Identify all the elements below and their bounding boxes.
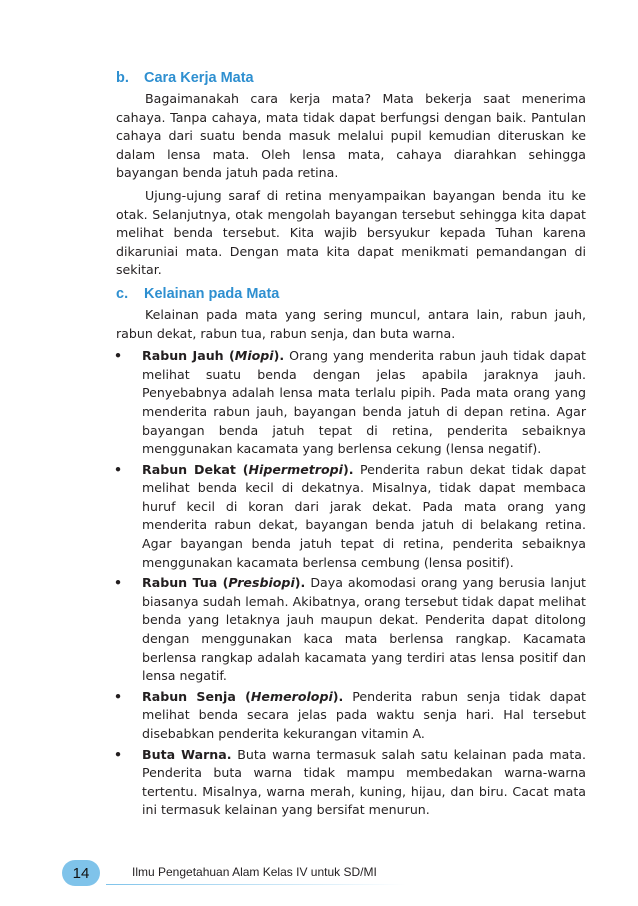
section-b-heading bbox=[116, 70, 586, 86]
page-content bbox=[116, 70, 586, 822]
footer-divider bbox=[106, 884, 406, 885]
section-b-paragraph-1: Bagaimanakah cara kerja mata? Mata bekerja saat menerima cahaya. Tanpa cahaya, mata tidak dapat berfungsi dengan baik. Pantulan cahaya dari suatu benda masuk melalui pupil kemudian diteruskan ke dalam lensa mata. Oleh lensa mata, cahaya diarahkan sehingga bayangan benda jatuh pada retina. bbox=[116, 91, 586, 181]
item-text: Daya akomodasi orang yang berusia lanjut biasanya sudah lemah. Akibatnya, orang tersebut tidak dapat melihat benda yang letaknya jauh maupun dekat. Penderita dapat ditolong dengan menggunakan kaca mata berlensa rangkap. Kacamata berlensa rangkap adalah kacamata yang terdiri atas lensa positif dan lensa negatif. bbox=[142, 575, 586, 684]
page-number-badge: 14 bbox=[62, 860, 100, 886]
section-c-heading bbox=[116, 286, 586, 302]
item-text: Orang yang menderita rabun jauh tidak dapat melihat suatu benda dengan jelas apabila jaraknya jauh. Penyebabnya adalah lensa mata terlalu pipih. Pada mata orang yang menderita rabun jauh, bayangan benda jatuh di depan retina. Agar bayangan benda jatuh tepat di retina, penderita sebaiknya menggunakan kacamata yang berlensa cekung (lensa negatif). bbox=[142, 348, 586, 457]
eye-disorder-list bbox=[114, 347, 586, 820]
section-c-intro: Kelainan pada mata yang sering muncul, antara lain, rabun jauh, rabun dekat, rabun tua, rabun senja, dan buta warna. bbox=[116, 306, 586, 341]
list-item bbox=[114, 746, 586, 820]
book-title: Ilmu Pengetahuan Alam Kelas IV untuk SD/MI bbox=[132, 865, 377, 879]
item-text: Penderita rabun senja tidak dapat melihat benda secara jelas pada waktu senja hari. Hal tersebut disebabkan penderita kekurangan vitamin A. bbox=[142, 688, 586, 741]
section-b-letter: b. bbox=[116, 70, 129, 86]
bullet-icon: • bbox=[114, 348, 123, 364]
term-label: Buta Warna. bbox=[142, 746, 232, 762]
bullet-icon: • bbox=[114, 461, 123, 477]
section-c-title: Kelainan pada Mata bbox=[144, 285, 280, 302]
bullet-icon: • bbox=[114, 575, 123, 591]
bullet-icon: • bbox=[114, 746, 123, 762]
section-b-paragraph-2: Ujung-ujung saraf di retina menyampaikan bayangan benda itu ke otak. Selanjutnya, otak mengolah bayangan tersebut sehingga kita dapat melihat benda tersebut. Kita wajib bersyukur kepada Tuhan karena dikaruniai mata. Dengan mata kita dapat menikmati pemandangan di sekitar. bbox=[116, 187, 586, 278]
term-label: Rabun Jauh (Miopi). bbox=[142, 348, 285, 364]
term-label: Rabun Dekat (Hipermetropi). bbox=[142, 461, 354, 477]
item-text: Buta warna termasuk salah satu kelainan pada mata. Penderita buta warna tidak mampu membedakan warna-warna tertentu. Misalnya, warna merah, kuning, hijau, dan biru. Cacat mata ini termasuk kelainan yang bersifat menurun. bbox=[142, 746, 586, 818]
list-item bbox=[114, 461, 586, 573]
term-label: Rabun Tua (Presbiopi). bbox=[142, 575, 306, 591]
section-b-title: Cara Kerja Mata bbox=[144, 70, 254, 86]
list-item bbox=[114, 347, 586, 459]
list-item bbox=[114, 574, 586, 686]
page-footer bbox=[62, 858, 392, 888]
term-label: Rabun Senja (Hemerolopi). bbox=[142, 688, 344, 704]
list-item bbox=[114, 688, 586, 744]
item-text: Penderita rabun dekat tidak dapat melihat benda kecil di dekatnya. Misalnya, tidak dapat membaca huruf kecil di koran dari jarak dekat. Pada mata orang yang menderita rabun dekat, bayangan benda jatuh di belakang retina. Agar bayangan benda jatuh tepat di retina, penderita sebaiknya menggunakan kacamata berlensa cembung (lensa positif). bbox=[142, 461, 586, 570]
bullet-icon: • bbox=[114, 688, 123, 704]
section-c-letter: c. bbox=[116, 285, 129, 302]
